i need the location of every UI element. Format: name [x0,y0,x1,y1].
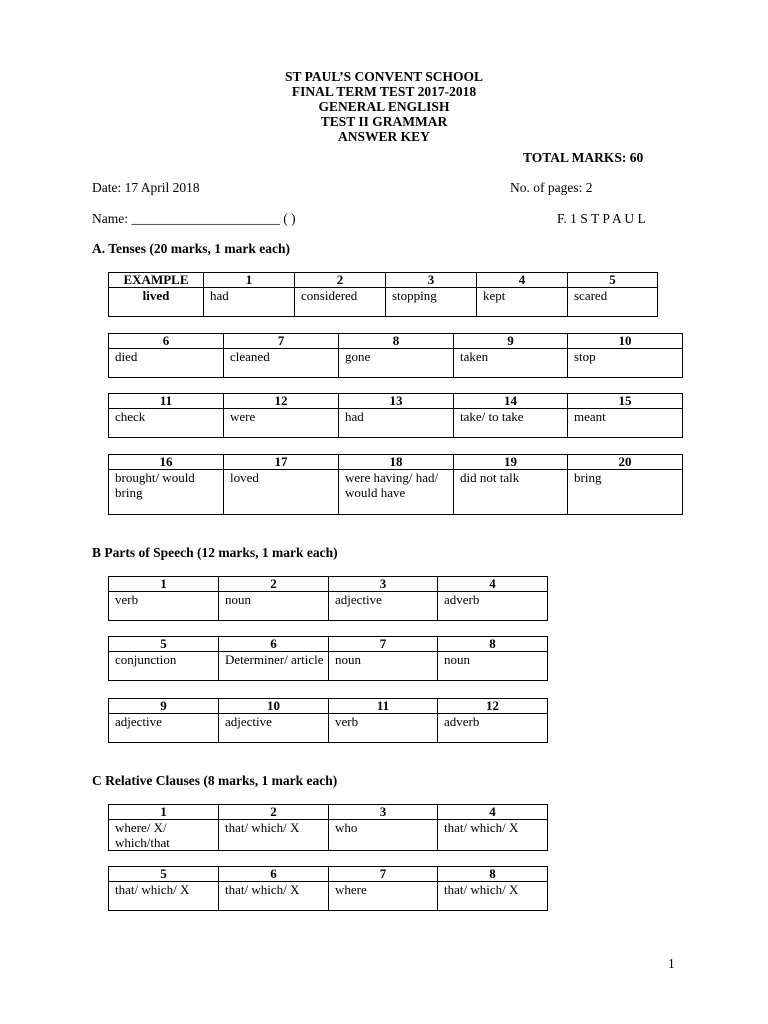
question-number: 5 [109,867,219,882]
question-number: 4 [438,577,548,592]
question-number: 7 [329,637,438,652]
answer-cell: gone [339,349,454,378]
question-number: 4 [477,273,568,288]
answer-cell: verb [329,714,438,743]
question-number: 17 [224,455,339,470]
section-c-title: C Relative Clauses (8 marks, 1 mark each) [92,773,338,788]
question-number: 6 [219,637,329,652]
class-line: F. 1 S T P A U L [557,211,646,226]
answer-cell: kept [477,288,568,317]
question-number: 20 [568,455,683,470]
question-number: 8 [339,334,454,349]
answer-cell: were [224,409,339,438]
question-number: 12 [438,699,548,714]
question-number: 3 [329,805,438,820]
parts-of-speech-table-2 [108,636,548,681]
answer-cell: noun [329,652,438,681]
answer-cell: adjective [109,714,219,743]
section-a-title: A. Tenses (20 marks, 1 mark each) [92,241,290,256]
question-number: 7 [329,867,438,882]
answer-cell: adjective [329,592,438,621]
answer-cell: check [109,409,224,438]
tenses-table-4 [108,454,683,515]
example-answer: lived [109,288,204,317]
subject-title: GENERAL ENGLISH [318,99,450,114]
question-number: 19 [454,455,568,470]
answer-cell: stopping [386,288,477,317]
answer-cell: had [339,409,454,438]
question-number: 7 [224,334,339,349]
answer-cell: that/ which/ X [438,882,548,911]
answer-cell: did not talk [454,470,568,515]
question-number: 10 [219,699,329,714]
answer-cell: that/ which/ X [438,820,548,851]
question-number: 2 [219,805,329,820]
answer-cell: adverb [438,714,548,743]
question-number: 5 [568,273,658,288]
tenses-table-2 [108,333,683,378]
answer-cell: bring [568,470,683,515]
paper-title: TEST II GRAMMAR [320,114,448,129]
question-number: 16 [109,455,224,470]
date-line: Date: 17 April 2018 [92,180,200,195]
answer-cell: conjunction [109,652,219,681]
question-number: 11 [329,699,438,714]
answer-cell: taken [454,349,568,378]
answer-cell: cleaned [224,349,339,378]
question-number: 6 [109,334,224,349]
answer-cell: meant [568,409,683,438]
parts-of-speech-table-1 [108,576,548,621]
pages-line: No. of pages: 2 [510,180,593,195]
answer-cell: died [109,349,224,378]
question-number: 3 [386,273,477,288]
total-marks: TOTAL MARKS: 60 [523,150,644,165]
answer-cell: scared [568,288,658,317]
question-number: 12 [224,394,339,409]
question-number: 8 [438,637,548,652]
answer-cell: that/ which/ X [219,882,329,911]
answer-cell: Determiner/ article [219,652,329,681]
answer-cell: adverb [438,592,548,621]
answer-cell: take/ to take [454,409,568,438]
question-number: 9 [454,334,568,349]
question-number: 1 [204,273,295,288]
question-number: 14 [454,394,568,409]
question-number: 5 [109,637,219,652]
question-number: 1 [109,577,219,592]
question-number: 11 [109,394,224,409]
question-number: 1 [109,805,219,820]
answer-cell: stop [568,349,683,378]
school-name: ST PAUL’S CONVENT SCHOOL [285,69,483,84]
page-number: 1 [668,956,675,971]
question-number: 18 [339,455,454,470]
answer-cell: were having/ had/ would have [339,470,454,515]
question-number: 8 [438,867,548,882]
tenses-table-3 [108,393,683,438]
question-number: 9 [109,699,219,714]
answer-cell: adjective [219,714,329,743]
answer-cell: loved [224,470,339,515]
answer-cell: where [329,882,438,911]
question-number: EXAMPLE [109,273,204,288]
answer-cell: had [204,288,295,317]
section-b-title: B Parts of Speech (12 marks, 1 mark each) [92,545,338,560]
answer-cell: verb [109,592,219,621]
answer-cell: that/ which/ X [109,882,219,911]
test-title: FINAL TERM TEST 2017-2018 [291,84,477,99]
answer-cell: brought/ would bring [109,470,224,515]
question-number: 15 [568,394,683,409]
name-line: Name: ______________________ ( ) [92,211,296,226]
question-number: 6 [219,867,329,882]
tenses-table-1 [108,272,658,317]
answer-key-title: ANSWER KEY [338,129,430,144]
question-number: 4 [438,805,548,820]
relative-clauses-table-1 [108,804,548,851]
question-number: 3 [329,577,438,592]
question-number: 2 [295,273,386,288]
question-number: 13 [339,394,454,409]
question-number: 2 [219,577,329,592]
question-number: 10 [568,334,683,349]
parts-of-speech-table-3 [108,698,548,743]
answer-cell: who [329,820,438,851]
relative-clauses-table-2 [108,866,548,911]
answer-cell: noun [438,652,548,681]
answer-cell: considered [295,288,386,317]
answer-cell: where/ X/ which/that [109,820,219,851]
answer-cell: noun [219,592,329,621]
answer-cell: that/ which/ X [219,820,329,851]
